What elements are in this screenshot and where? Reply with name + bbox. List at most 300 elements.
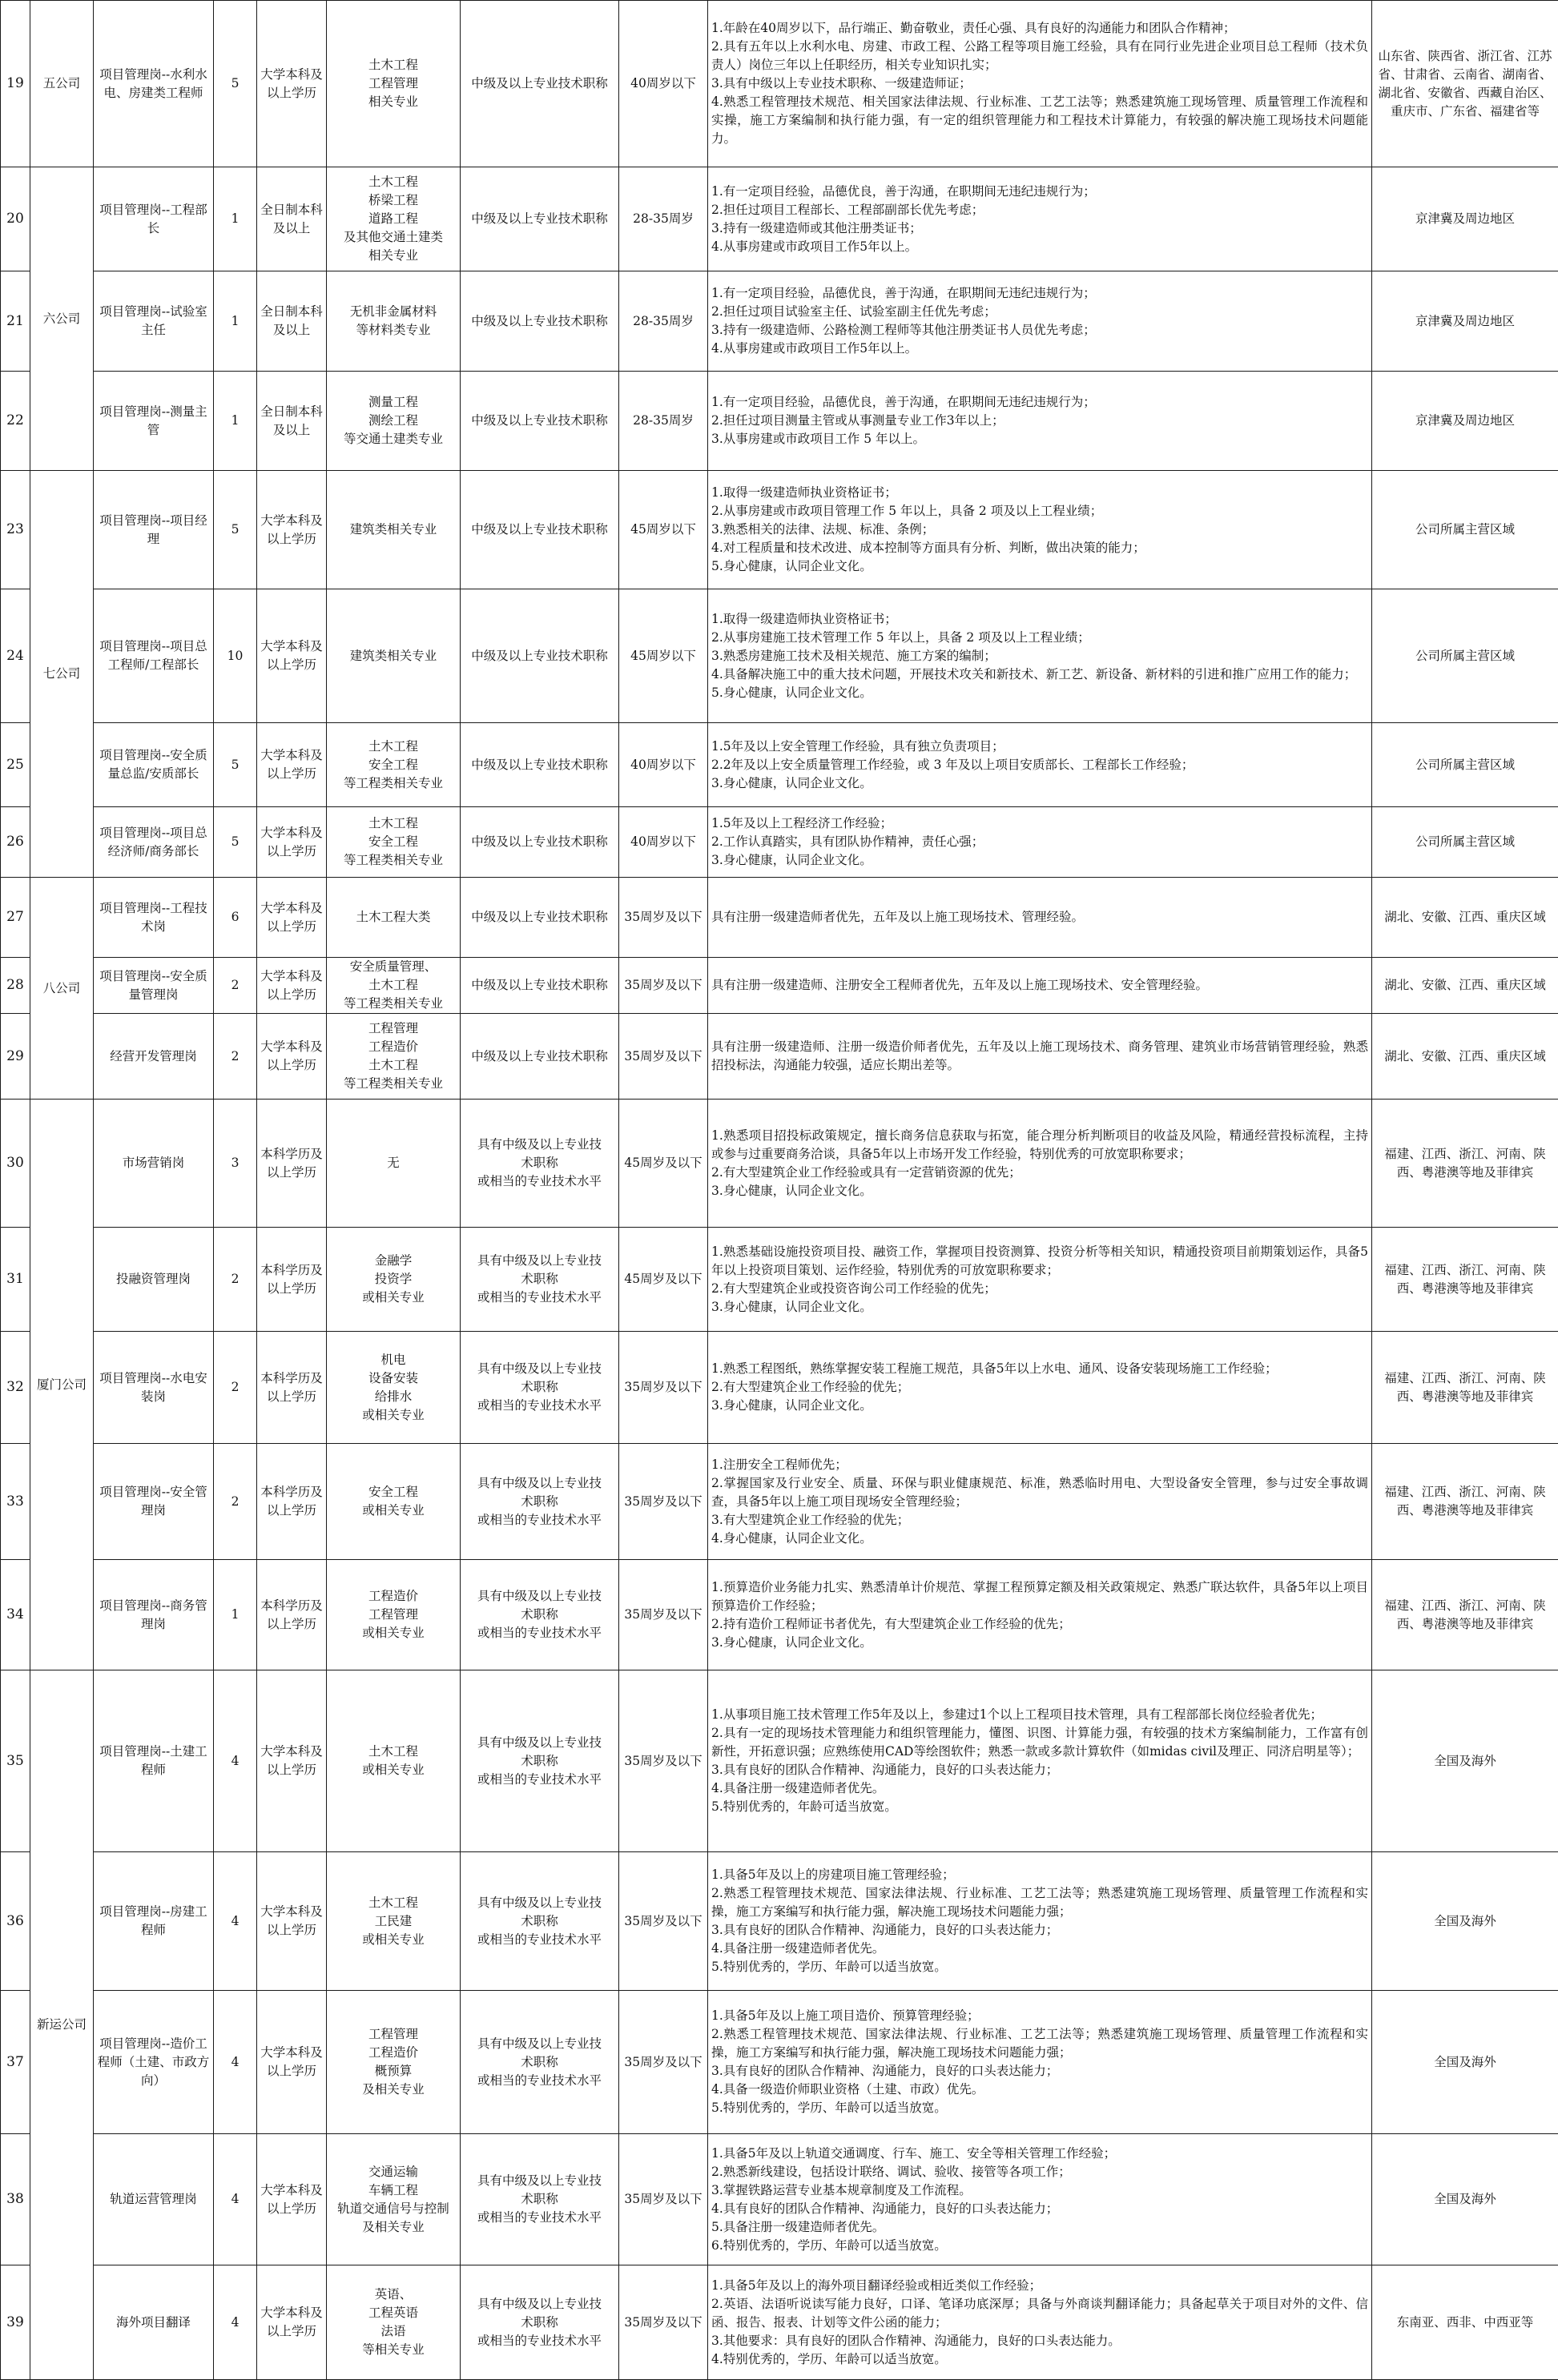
requirements (708, 1852, 1372, 1991)
requirements-line: 2.工作认真踏实，具有团队协作精神，责任心强； (711, 833, 1368, 851)
major (327, 2265, 461, 2380)
row-number: 34 (1, 1560, 30, 1670)
requirements-line: 4.具备一级造价师职业资格（土建、市政）优先。 (711, 2080, 1368, 2099)
professional-title-line: 或相当的专业技术水平 (464, 2332, 615, 2350)
position-name: 项目管理岗--造价工程师（土建、市政方向） (94, 1991, 214, 2134)
major-line: 土木工程 (330, 814, 457, 833)
professional-title (461, 1444, 619, 1560)
requirements-line: 1.取得一级建造师执业资格证书； (711, 610, 1368, 629)
education: 本科学历及以上学历 (257, 1228, 327, 1332)
major (327, 1852, 461, 1991)
age-limit: 35周岁及以下 (619, 1852, 708, 1991)
age-limit: 35周岁及以下 (619, 1332, 708, 1444)
table-row (1, 1228, 1558, 1332)
age-limit: 45周岁及以下 (619, 1228, 708, 1332)
professional-title: 中级及以上专业技术职称 (461, 167, 619, 271)
work-location: 福建、江西、浙江、河南、陕西、粤港澳等地及菲律宾 (1372, 1100, 1558, 1228)
headcount: 3 (214, 1100, 257, 1228)
requirements (708, 2134, 1372, 2265)
row-number: 29 (1, 1014, 30, 1100)
requirements (708, 1332, 1372, 1444)
professional-title-line: 术职称 (464, 1912, 615, 1931)
row-number: 32 (1, 1332, 30, 1444)
professional-title (461, 1228, 619, 1332)
major-line: 或相关专业 (330, 1931, 457, 1949)
headcount: 5 (214, 723, 257, 807)
requirements-line: 3.熟悉相关的法律、法规、标准、条例； (711, 521, 1368, 539)
row-number: 30 (1, 1100, 30, 1228)
requirements-line: 1.5年及以上安全管理工作经验，具有独立负责项目； (711, 738, 1368, 756)
requirements-line: 1.从事项目施工技术管理工作5年及以上，参建过1个以上工程项目技术管理，具有工程部部长岗位经验者优先； (711, 1706, 1368, 1724)
headcount: 2 (214, 1228, 257, 1332)
major-line: 测量工程 (330, 393, 457, 412)
major-line: 或相关专业 (330, 1624, 457, 1642)
requirements-line: 1.熟悉项目招投标政策规定，擅长商务信息获取与拓宽，能合理分析判断项目的收益及风险，精通经营投标流程，主持或参与过重要商务洽谈，具备5年以上市场开发工作经验，特别优秀的可放宽职称要求； (711, 1127, 1368, 1164)
major-line: 及相关专业 (330, 2218, 457, 2237)
professional-title-line: 术职称 (464, 2314, 615, 2332)
age-limit: 40周岁以下 (619, 1, 708, 167)
education: 大学本科及以上学历 (257, 1014, 327, 1100)
requirements-line: 1.注册安全工程师优先； (711, 1456, 1368, 1474)
requirements-line: 5.特别优秀的，学历、年龄可以适当放宽。 (711, 2099, 1368, 2117)
headcount: 1 (214, 167, 257, 271)
requirements-line: 4.具备注册一级建造师者优先。 (711, 1779, 1368, 1798)
requirements-line: 3.身心健康，认同企业文化。 (711, 774, 1368, 793)
table-row (1, 167, 1558, 271)
requirements (708, 1444, 1372, 1560)
major-line: 给排水 (330, 1388, 457, 1406)
professional-title-line: 具有中级及以上专业技 (464, 1474, 615, 1493)
age-limit: 35周岁及以下 (619, 2265, 708, 2380)
headcount: 4 (214, 1670, 257, 1852)
major-line: 及相关专业 (330, 2080, 457, 2099)
requirements-line: 1.5年及以上工程经济工作经验； (711, 814, 1368, 833)
age-limit: 35周岁及以下 (619, 1670, 708, 1852)
major-line: 工程英语 (330, 2304, 457, 2322)
major-line: 建筑类相关专业 (330, 647, 457, 665)
age-limit: 40周岁以下 (619, 807, 708, 878)
table-row (1, 271, 1558, 372)
major-line: 相关专业 (330, 93, 457, 111)
row-number: 35 (1, 1670, 30, 1852)
education: 全日制本科及以上 (257, 167, 327, 271)
age-limit: 28-35周岁 (619, 271, 708, 372)
major (327, 1560, 461, 1670)
professional-title-line: 或相当的专业技术水平 (464, 1172, 615, 1191)
professional-title (461, 1560, 619, 1670)
professional-title-line: 具有中级及以上专业技 (464, 2295, 615, 2314)
company-name: 厦门公司 (30, 1100, 94, 1670)
requirements-line: 5.具备注册一级建造师者优先。 (711, 2218, 1368, 2237)
age-limit: 35周岁及以下 (619, 1014, 708, 1100)
requirements (708, 1560, 1372, 1670)
professional-title-line: 具有中级及以上专业技 (464, 1252, 615, 1270)
major-line: 安全工程 (330, 1483, 457, 1502)
major-line: 桥梁工程 (330, 191, 457, 210)
requirements-line: 3.具有良好的团队合作精神、沟通能力，良好的口头表达能力； (711, 1921, 1368, 1940)
requirements-line: 5.身心健康，认同企业文化。 (711, 557, 1368, 576)
requirements-line: 2.具有五年以上水利水电、房建、市政工程、公路工程等项目施工经验，具有在同行业先进企业项目总工程师（技术负责人）岗位三年以上任职经历，相关专业知识扎实； (711, 38, 1368, 74)
position-name: 项目管理岗--项目经理 (94, 471, 214, 589)
major-line: 土木工程 (330, 1056, 457, 1075)
table-row (1, 372, 1558, 471)
requirements-line: 5.特别优秀的，学历、年龄可以适当放宽。 (711, 1958, 1368, 1976)
major-line: 无 (330, 1154, 457, 1172)
professional-title (461, 2265, 619, 2380)
major (327, 1332, 461, 1444)
major (327, 271, 461, 372)
age-limit: 40周岁以下 (619, 723, 708, 807)
requirements-line: 3.从事房建或市政项目工作 5 年以上。 (711, 430, 1368, 448)
major (327, 958, 461, 1014)
professional-title-line: 具有中级及以上专业技 (464, 2035, 615, 2053)
requirements (708, 167, 1372, 271)
requirements-line: 具有注册一级建造师者优先，五年及以上施工现场技术、管理经验。 (711, 908, 1368, 927)
requirements-line: 4.具备解决施工中的重大技术问题，开展技术攻关和新技术、新工艺、新设备、新材料的引进和推广应用工作的能力； (711, 665, 1368, 684)
professional-title-line: 或相当的专业技术水平 (464, 1397, 615, 1415)
requirements-line: 2.掌握国家及行业安全、质量、环保与职业健康规范、标准，熟悉临时用电、大型设备安全管理，参与过安全事故调查，具备5年以上施工项目现场安全管理经验； (711, 1474, 1368, 1511)
major (327, 471, 461, 589)
major (327, 1, 461, 167)
requirements-line: 1.熟悉工程图纸，熟练掌握安装工程施工规范，具备5年以上水电、通风、设备安装现场施工工作经验； (711, 1360, 1368, 1378)
professional-title-line: 具有中级及以上专业技 (464, 1136, 615, 1154)
requirements-line: 4.具有良好的团队合作精神、沟通能力，良好的口头表达能力； (711, 2200, 1368, 2218)
professional-title-line: 或相当的专业技术水平 (464, 2209, 615, 2227)
position-name: 项目管理岗--水利水电、房建类工程师 (94, 1, 214, 167)
table-row (1, 1100, 1558, 1228)
major-line: 机电 (330, 1351, 457, 1369)
requirements (708, 1670, 1372, 1852)
headcount: 4 (214, 2134, 257, 2265)
major (327, 167, 461, 271)
major-line: 土木工程 (330, 738, 457, 756)
professional-title: 中级及以上专业技术职称 (461, 958, 619, 1014)
requirements (708, 958, 1372, 1014)
work-location: 山东省、陕西省、浙江省、江苏省、甘肃省、云南省、湖南省、湖北省、安徽省、西藏自治区、重庆市、广东省、福建省等 (1372, 1, 1558, 167)
requirements-line: 4.熟悉工程管理技术规范、相关国家法律法规、行业标准、工艺工法等；熟悉建筑施工现场管理、质量管理工作流程和实操，施工方案编制和执行能力强，有一定的组织管理能力和工程技术计算能力，有较强的解决施工现场技术问题能力。 (711, 93, 1368, 148)
major-line: 无机非金属材料 (330, 303, 457, 321)
row-number: 22 (1, 372, 30, 471)
education: 大学本科及以上学历 (257, 2265, 327, 2380)
requirements-line: 1.有一定项目经验，品德优良，善于沟通，在职期间无违纪违规行为； (711, 183, 1368, 201)
position-name: 项目管理岗--土建工程师 (94, 1670, 214, 1852)
major-line: 工程造价 (330, 2044, 457, 2062)
professional-title: 中级及以上专业技术职称 (461, 271, 619, 372)
requirements-line: 2.英语、法语听说读写能力良好，口译、笔译功底深厚；具备与外商谈判翻译能力；具备起草关于项目对外的文件、信函、报告、报表、计划等文件公函的能力； (711, 2295, 1368, 2332)
requirements (708, 878, 1372, 958)
headcount: 2 (214, 1332, 257, 1444)
requirements-line: 2.从事房建施工技术管理工作 5 年以上，具备 2 项及以上工程业绩； (711, 629, 1368, 647)
major-line: 概预算 (330, 2062, 457, 2080)
requirements-line: 具有注册一级建造师、注册一级造价师者优先，五年及以上施工现场技术、商务管理、建筑业市场营销管理经验，熟悉招投标法，沟通能力较强，适应长期出差等。 (711, 1038, 1368, 1075)
major (327, 1991, 461, 2134)
major (327, 589, 461, 723)
professional-title-line: 具有中级及以上专业技 (464, 1587, 615, 1606)
major-line: 土木工程 (330, 56, 457, 74)
table-row (1, 878, 1558, 958)
position-name: 项目管理岗--工程部长 (94, 167, 214, 271)
headcount: 1 (214, 372, 257, 471)
position-name: 项目管理岗--安全质量管理岗 (94, 958, 214, 1014)
row-number: 39 (1, 2265, 30, 2380)
work-location: 福建、江西、浙江、河南、陕西、粤港澳等地及菲律宾 (1372, 1444, 1558, 1560)
row-number: 26 (1, 807, 30, 878)
major-line: 设备安装 (330, 1369, 457, 1388)
requirements-line: 3.身心健康，认同企业文化。 (711, 851, 1368, 870)
position-name: 项目管理岗--商务管理岗 (94, 1560, 214, 1670)
table-row (1, 1560, 1558, 1670)
major-line: 或相关专业 (330, 1502, 457, 1520)
education: 大学本科及以上学历 (257, 723, 327, 807)
major-line: 车辆工程 (330, 2181, 457, 2200)
major (327, 2134, 461, 2265)
position-name: 项目管理岗--项目总经济师/商务部长 (94, 807, 214, 878)
position-name: 项目管理岗--房建工程师 (94, 1852, 214, 1991)
professional-title-line: 或相当的专业技术水平 (464, 2072, 615, 2090)
requirements-line: 5.特别优秀的，年龄可适当放宽。 (711, 1798, 1368, 1816)
work-location: 全国及海外 (1372, 2134, 1558, 2265)
professional-title (461, 2134, 619, 2265)
requirements-line: 2.有大型建筑企业工作经验或具有一定营销资源的优先； (711, 1164, 1368, 1182)
education: 本科学历及以上学历 (257, 1560, 327, 1670)
position-name: 项目管理岗--项目总工程师/工程部长 (94, 589, 214, 723)
major-line: 土木工程大类 (330, 908, 457, 927)
company-name: 新运公司 (30, 1670, 94, 2380)
education: 大学本科及以上学历 (257, 1670, 327, 1852)
education: 大学本科及以上学历 (257, 1, 327, 167)
professional-title (461, 1991, 619, 2134)
work-location: 公司所属主营区域 (1372, 807, 1558, 878)
work-location: 湖北、安徽、江西、重庆区域 (1372, 958, 1558, 1014)
table-row (1, 1014, 1558, 1100)
professional-title-line: 术职称 (464, 1378, 615, 1397)
professional-title-line: 具有中级及以上专业技 (464, 1360, 615, 1378)
major-line: 及其他交通土建类 (330, 228, 457, 247)
professional-title-line: 术职称 (464, 2053, 615, 2072)
major-line: 等工程类相关专业 (330, 774, 457, 793)
headcount: 10 (214, 589, 257, 723)
requirements-line: 1.具备5年及以上的房建项目施工管理经验； (711, 1866, 1368, 1884)
work-location: 公司所属主营区域 (1372, 589, 1558, 723)
education: 本科学历及以上学历 (257, 1100, 327, 1228)
requirements (708, 1228, 1372, 1332)
position-name: 市场营销岗 (94, 1100, 214, 1228)
age-limit: 35周岁及以下 (619, 878, 708, 958)
major-line: 建筑类相关专业 (330, 521, 457, 539)
professional-title: 中级及以上专业技术职称 (461, 723, 619, 807)
professional-title-line: 或相当的专业技术水平 (464, 1624, 615, 1642)
requirements-line: 5.身心健康，认同企业文化。 (711, 684, 1368, 702)
row-number: 20 (1, 167, 30, 271)
major-line: 轨道交通信号与控制 (330, 2200, 457, 2218)
company-name: 七公司 (30, 471, 94, 878)
requirements-line: 3.熟悉房建施工技术及相关规范、施工方案的编制； (711, 647, 1368, 665)
major-line: 土木工程 (330, 173, 457, 191)
education: 大学本科及以上学历 (257, 807, 327, 878)
requirements (708, 471, 1372, 589)
requirements-line: 3.身心健康，认同企业文化。 (711, 1397, 1368, 1415)
work-location: 东南亚、西非、中西亚等 (1372, 2265, 1558, 2380)
major-line: 安全工程 (330, 756, 457, 774)
requirements-line: 6.特别优秀的，学历、年龄可以适当放宽。 (711, 2237, 1368, 2255)
row-number: 24 (1, 589, 30, 723)
professional-title-line: 术职称 (464, 1493, 615, 1511)
age-limit: 28-35周岁 (619, 372, 708, 471)
age-limit: 45周岁以下 (619, 589, 708, 723)
company-name: 八公司 (30, 878, 94, 1100)
requirements-line: 2.具有一定的现场技术管理能力和组织管理能力，懂图、识图、计算能力强，有较强的技术方案编制能力，工作富有创新性，开拓意识强；应熟练使用CAD等绘图软件；熟悉一款或多款计算软件（如midas civil及理正、同济启明星等）； (711, 1724, 1368, 1761)
professional-title-line: 术职称 (464, 1752, 615, 1771)
work-location: 全国及海外 (1372, 1991, 1558, 2134)
headcount: 2 (214, 1444, 257, 1560)
work-location: 福建、江西、浙江、河南、陕西、粤港澳等地及菲律宾 (1372, 1332, 1558, 1444)
major (327, 372, 461, 471)
major-line: 工程管理 (330, 1606, 457, 1624)
row-number: 23 (1, 471, 30, 589)
major-line: 工程造价 (330, 1587, 457, 1606)
education: 大学本科及以上学历 (257, 471, 327, 589)
professional-title-line: 或相当的专业技术水平 (464, 1931, 615, 1949)
education: 大学本科及以上学历 (257, 2134, 327, 2265)
table-row (1, 958, 1558, 1014)
headcount: 4 (214, 2265, 257, 2380)
requirements-line: 4.从事房建或市政项目工作5年以上。 (711, 238, 1368, 256)
major-line: 等材料类专业 (330, 321, 457, 340)
requirements-line: 3.持有一级建造师、公路检测工程师等其他注册类证书人员优先考虑； (711, 321, 1368, 340)
row-number: 36 (1, 1852, 30, 1991)
professional-title-line: 术职称 (464, 2190, 615, 2209)
requirements-line: 2.担任过项目试验室主任、试验室副主任优先考虑； (711, 303, 1368, 321)
table-row (1, 807, 1558, 878)
row-number: 33 (1, 1444, 30, 1560)
major (327, 1444, 461, 1560)
major-line: 等工程类相关专业 (330, 1075, 457, 1093)
major (327, 723, 461, 807)
professional-title-line: 或相当的专业技术水平 (464, 1771, 615, 1789)
education: 本科学历及以上学历 (257, 1444, 327, 1560)
table-row (1, 1, 1558, 167)
education: 大学本科及以上学历 (257, 589, 327, 723)
major-line: 英语、 (330, 2286, 457, 2304)
headcount: 1 (214, 271, 257, 372)
requirements-line: 2.担任过项目测量主管或从事测量专业工作3年以上； (711, 412, 1368, 430)
requirements-line: 3.有大型建筑企业工作经验的优先； (711, 1511, 1368, 1530)
professional-title (461, 1332, 619, 1444)
requirements (708, 807, 1372, 878)
professional-title: 中级及以上专业技术职称 (461, 589, 619, 723)
major-line: 或相关专业 (330, 1761, 457, 1779)
requirements-line: 2.有大型建筑企业工作经验的优先； (711, 1378, 1368, 1397)
headcount: 5 (214, 807, 257, 878)
table-body (1, 1, 1558, 2380)
headcount: 2 (214, 958, 257, 1014)
professional-title (461, 1852, 619, 1991)
headcount: 2 (214, 1014, 257, 1100)
row-number: 38 (1, 2134, 30, 2265)
requirements-line: 1.预算造价业务能力扎实、熟悉清单计价规范、掌握工程预算定额及相关政策规定、熟悉广联达软件，具备5年以上项目预算造价工作经验； (711, 1578, 1368, 1615)
requirements (708, 1, 1372, 167)
work-location: 全国及海外 (1372, 1670, 1558, 1852)
headcount: 4 (214, 1852, 257, 1991)
age-limit: 45周岁以下 (619, 471, 708, 589)
professional-title (461, 1100, 619, 1228)
requirements-line: 3.身心健康，认同企业文化。 (711, 1634, 1368, 1652)
requirements-line: 2.有大型建筑企业或投资咨询公司工作经验的优先； (711, 1280, 1368, 1298)
table-row (1, 1991, 1558, 2134)
major-line: 工程管理 (330, 2025, 457, 2044)
headcount: 6 (214, 878, 257, 958)
work-location: 京津冀及周边地区 (1372, 271, 1558, 372)
major-line: 安全工程 (330, 833, 457, 851)
position-name: 项目管理岗--水电安装岗 (94, 1332, 214, 1444)
row-number: 31 (1, 1228, 30, 1332)
age-limit: 45周岁及以下 (619, 1100, 708, 1228)
major-line: 土木工程 (330, 1894, 457, 1912)
work-location: 京津冀及周边地区 (1372, 167, 1558, 271)
major-line: 等工程类相关专业 (330, 851, 457, 870)
requirements-line: 2.2年及以上安全质量管理工作经验，或 3 年及以上项目安质部长、工程部长工作经验； (711, 756, 1368, 774)
education: 全日制本科及以上 (257, 271, 327, 372)
table-row (1, 1852, 1558, 1991)
major (327, 1670, 461, 1852)
requirements-line: 1.具备5年及以上的海外项目翻译经验或相近类似工作经验； (711, 2277, 1368, 2295)
position-name: 项目管理岗--工程技术岗 (94, 878, 214, 958)
requirements-line: 2.从事房建或市政项目管理工作 5 年以上，具备 2 项及以上工程业绩； (711, 502, 1368, 521)
education: 大学本科及以上学历 (257, 958, 327, 1014)
age-limit: 35周岁及以下 (619, 1560, 708, 1670)
professional-title: 中级及以上专业技术职称 (461, 1014, 619, 1100)
major-line: 交通运输 (330, 2163, 457, 2181)
major (327, 878, 461, 958)
requirements-line: 3.具有良好的团队合作精神、沟通能力，良好的口头表达能力； (711, 1761, 1368, 1779)
requirements-line: 1.有一定项目经验，品德优良，善于沟通，在职期间无违纪违规行为； (711, 393, 1368, 412)
professional-title-line: 或相当的专业技术水平 (464, 1511, 615, 1530)
professional-title (461, 1670, 619, 1852)
major-line: 工程造价 (330, 1038, 457, 1056)
education: 大学本科及以上学历 (257, 1991, 327, 2134)
requirements-line: 1.有一定项目经验，品德优良，善于沟通，在职期间无违纪违规行为； (711, 284, 1368, 303)
table-row (1, 1444, 1558, 1560)
work-location: 福建、江西、浙江、河南、陕西、粤港澳等地及菲律宾 (1372, 1228, 1558, 1332)
table-row (1, 1670, 1558, 1852)
table-row (1, 1332, 1558, 1444)
requirements (708, 1991, 1372, 2134)
requirements (708, 1014, 1372, 1100)
age-limit: 35周岁及以下 (619, 958, 708, 1014)
education: 全日制本科及以上 (257, 372, 327, 471)
requirements-line: 1.熟悉基础设施投资项目投、融资工作，掌握项目投资测算、投资分析等相关知识，精通投资项目前期策划运作，具备5年以上投资项目策划、运作经验，特别优秀的可放宽职称要求； (711, 1243, 1368, 1280)
requirements-line: 3.具有中级以上专业技术职称、一级建造师证； (711, 74, 1368, 93)
work-location: 京津冀及周边地区 (1372, 372, 1558, 471)
age-limit: 28-35周岁 (619, 167, 708, 271)
professional-title: 中级及以上专业技术职称 (461, 372, 619, 471)
major-line: 工程管理 (330, 74, 457, 93)
major (327, 1014, 461, 1100)
education: 本科学历及以上学历 (257, 1332, 327, 1444)
major-line: 投资学 (330, 1270, 457, 1288)
position-name: 项目管理岗--安全管理岗 (94, 1444, 214, 1560)
requirements-line: 2.担任过项目工程部长、工程部副部长优先考虑； (711, 201, 1368, 219)
major-line: 等工程类相关专业 (330, 995, 457, 1013)
headcount: 5 (214, 471, 257, 589)
work-location: 湖北、安徽、江西、重庆区域 (1372, 1014, 1558, 1100)
requirements-line: 4.从事房建或市政项目工作5年以上。 (711, 340, 1368, 358)
requirements-line: 4.对工程质量和技术改进、成本控制等方面具有分析、判断，做出决策的能力； (711, 539, 1368, 557)
row-number: 27 (1, 878, 30, 958)
age-limit: 35周岁及以下 (619, 1991, 708, 2134)
professional-title-line: 具有中级及以上专业技 (464, 1734, 615, 1752)
requirements (708, 723, 1372, 807)
